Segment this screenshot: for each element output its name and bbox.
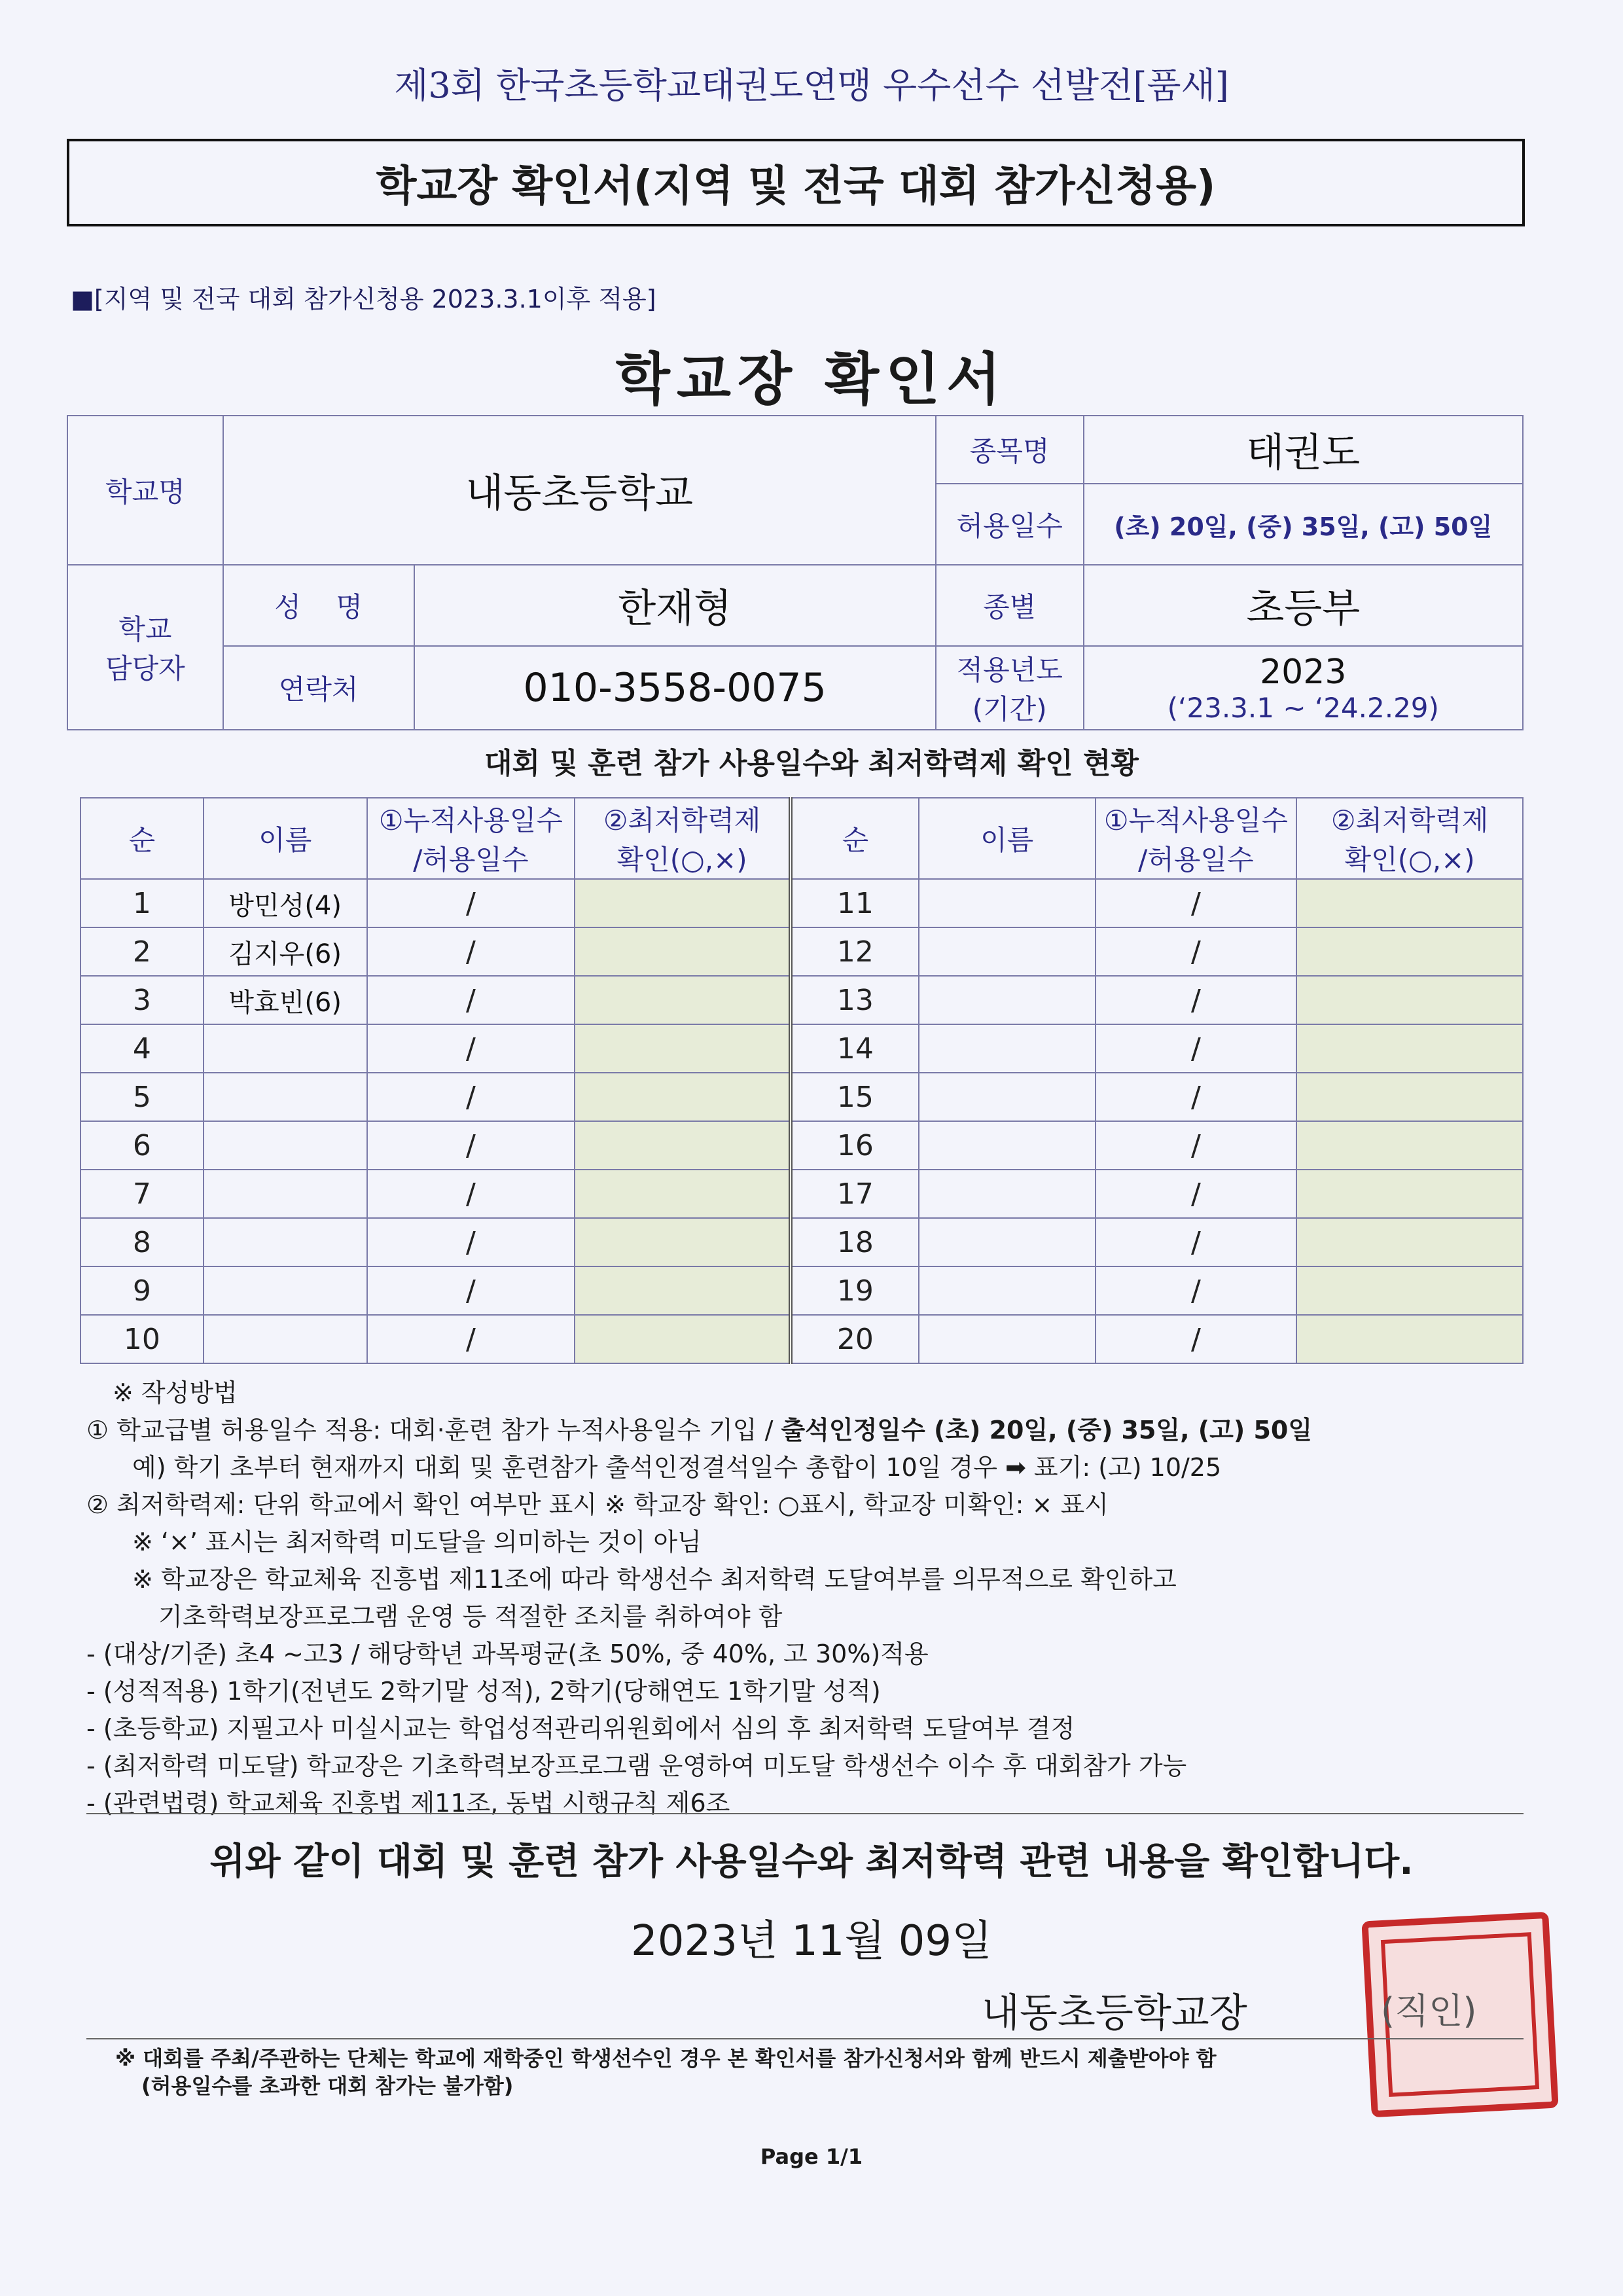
row-right-check: [1296, 1266, 1523, 1315]
roster-table: [80, 797, 1524, 1364]
notes-heading: ※ 작성방법: [113, 1378, 238, 1407]
note-detail-5: - (관련법령) 학교체육 진흥법 제11조, 동법 시행규칙 제6조: [86, 1789, 730, 1818]
main-title-box: [67, 139, 1525, 226]
row-right-no: 15: [791, 1073, 919, 1121]
row-right-no: 11: [791, 879, 919, 927]
note-2-sub-2-a: ※ 학교장은 학교체육 진흥법 제11조에 따라 학생선수 최저학력 도달여부를 의무적으로 확인하고: [132, 1565, 1177, 1594]
row-left-name: [204, 1266, 367, 1315]
note-detail-3: - (초등학교) 지필고사 미실시교는 학업성적관리위원회에서 심의 후 최저학력 도달여부 결정: [86, 1714, 1075, 1743]
row-left-no: 5: [80, 1073, 204, 1121]
divider-top: [86, 1813, 1524, 1814]
note-detail-4: - (최저학력 미도달) 학교장은 기초학력보장프로그램 운영하여 미도달 학생선수 이수 후 대회참가 가능: [86, 1751, 1187, 1780]
row-right-name: [919, 1218, 1096, 1266]
row-right-days: /: [1096, 1266, 1297, 1315]
year-value: 2023: [1260, 652, 1347, 692]
row-left-check: [575, 1315, 791, 1363]
school-value: 내동초등학교: [223, 416, 936, 565]
row-left-check: [575, 1266, 791, 1315]
confirm-statement: 위와 같이 대회 및 훈련 참가 사용일수와 최저학력 관련 내용을 확인합니다.: [209, 1840, 1414, 1883]
subheader: ■[지역 및 전국 대회 참가신청용 2023.3.1이후 적용]: [71, 285, 656, 314]
header-days-left-1: ①누적사용일수: [378, 804, 563, 836]
row-left-name: 김지우(6): [204, 927, 367, 976]
seal-label: (직인): [1381, 1990, 1477, 2032]
row-left-check: [575, 1218, 791, 1266]
roster-row: [80, 1218, 1523, 1266]
document-title: 학교장 확인서: [615, 347, 1008, 412]
category-label: 종별: [936, 565, 1084, 646]
sport-value: 태권도: [1084, 416, 1523, 484]
row-left-no: 10: [80, 1315, 204, 1363]
roster-header-row: [80, 798, 1523, 879]
header-name-right: 이름: [919, 798, 1096, 879]
row-left-days: /: [367, 1315, 575, 1363]
row-right-check: [1296, 879, 1523, 927]
row-right-name: [919, 1024, 1096, 1073]
row-left-days: /: [367, 1121, 575, 1170]
row-right-days: /: [1096, 927, 1297, 976]
name-value: 한재형: [414, 565, 936, 646]
year-label-2: (기간): [972, 693, 1047, 725]
row-left-name: 방민성(4): [204, 879, 367, 927]
row-right-name: [919, 976, 1096, 1024]
row-left-name: [204, 1170, 367, 1218]
row-left-check: [575, 879, 791, 927]
row-right-no: 20: [791, 1315, 919, 1363]
row-right-check: [1296, 1024, 1523, 1073]
row-left-no: 2: [80, 927, 204, 976]
row-right-days: /: [1096, 879, 1297, 927]
roster-body: [80, 879, 1523, 1363]
footnote-line-1: ※ 대회를 주최/주관하는 단체는 학교에 재학중인 학생선수인 경우 본 확인서를 참가신청서와 함께 반드시 제출받아야 함: [115, 2046, 1217, 2071]
row-left-name: [204, 1073, 367, 1121]
row-left-days: /: [367, 1073, 575, 1121]
name-label: 성 명: [223, 565, 414, 646]
row-left-check: [575, 1073, 791, 1121]
section-title: 대회 및 훈련 참가 사용일수와 최저학력제 확인 현황: [484, 747, 1139, 780]
row-left-check: [575, 1170, 791, 1218]
contact-group-label-2: 담당자: [105, 653, 185, 685]
allowed-days-value: (초) 20일, (중) 35일, (고) 50일: [1084, 484, 1523, 565]
roster-row: [80, 927, 1523, 976]
row-left-name: [204, 1024, 367, 1073]
row-right-check: [1296, 1170, 1523, 1218]
row-left-no: 4: [80, 1024, 204, 1073]
divider-bottom: [86, 2038, 1524, 2039]
header-check-right: [1296, 798, 1523, 879]
row-left-no: 6: [80, 1121, 204, 1170]
row-right-days: /: [1096, 976, 1297, 1024]
row-left-no: 8: [80, 1218, 204, 1266]
header-check-right-2: 확인(○,×): [1344, 844, 1475, 876]
category-value: 초등부: [1084, 565, 1523, 646]
row-right-no: 12: [791, 927, 919, 976]
note-2: ② 최저학력제: 단위 학교에서 확인 여부만 표시 ※ 학교장 확인: ○표시, 학교장 미확인: × 표시: [86, 1490, 1109, 1519]
note-2-sub-2-b: 기초학력보장프로그램 운영 등 적절한 조치를 취하여야 함: [158, 1602, 783, 1631]
row-right-no: 18: [791, 1218, 919, 1266]
roster-row: [80, 1073, 1523, 1121]
row-left-days: /: [367, 976, 575, 1024]
roster-row: [80, 1266, 1523, 1315]
note-2-sub-1: ※ ‘×’ 표시는 최저학력 미도달을 의미하는 것이 아님: [132, 1528, 702, 1556]
row-right-days: /: [1096, 1024, 1297, 1073]
school-label: 학교명: [67, 416, 223, 565]
event-title: 제3회 한국초등학교태권도연맹 우수선수 선발전[품새]: [394, 65, 1229, 106]
header-days-right-1: ①누적사용일수: [1103, 804, 1288, 836]
phone-label: 연락처: [223, 646, 414, 730]
main-title: 학교장 확인서(지역 및 전국 대회 참가신청용): [376, 162, 1216, 211]
header-check-right-1: ②최저학력제: [1330, 804, 1489, 836]
row-left-name: 박효빈(6): [204, 976, 367, 1024]
row-right-name: [919, 1121, 1096, 1170]
row-right-check: [1296, 1218, 1523, 1266]
row-right-check: [1296, 1315, 1523, 1363]
contact-group-label-1: 학교: [118, 613, 172, 645]
header-days-right-2: /허용일수: [1138, 844, 1254, 876]
header-check-left-1: ②최저학력제: [603, 804, 761, 836]
principal-name: 내동초등학교장: [982, 1990, 1247, 2036]
row-left-check: [575, 976, 791, 1024]
row-right-name: [919, 1170, 1096, 1218]
row-left-no: 3: [80, 976, 204, 1024]
notes-section: [86, 1374, 1552, 1822]
footnote-line-2: (허용일수를 초과한 대회 참가는 불가함): [141, 2073, 514, 2098]
row-left-check: [575, 1024, 791, 1073]
row-right-days: /: [1096, 1121, 1297, 1170]
row-left-days: /: [367, 1024, 575, 1073]
row-left-days: /: [367, 1170, 575, 1218]
row-right-check: [1296, 927, 1523, 976]
year-label-1: 적용년도: [956, 654, 1063, 686]
row-left-name: [204, 1218, 367, 1266]
row-left-days: /: [367, 879, 575, 927]
row-right-name: [919, 1073, 1096, 1121]
header-no-right: 순: [791, 798, 919, 879]
row-right-name: [919, 1266, 1096, 1315]
header-check-left: [575, 798, 791, 879]
row-right-days: /: [1096, 1170, 1297, 1218]
note-1: [86, 1412, 1552, 1449]
sport-label: 종목명: [936, 416, 1084, 484]
header-no-left: 순: [80, 798, 204, 879]
row-left-no: 1: [80, 879, 204, 927]
roster-row: [80, 1024, 1523, 1073]
footnote: [115, 2045, 1555, 2100]
period-value: (‘23.3.1 ~ ‘24.2.29): [1167, 691, 1439, 724]
confirm-date: 2023년 11월 09일: [631, 1917, 992, 1965]
row-right-days: /: [1096, 1073, 1297, 1121]
row-right-days: /: [1096, 1315, 1297, 1363]
row-right-no: 14: [791, 1024, 919, 1073]
header-check-left-2: 확인(○,×): [616, 844, 747, 876]
row-right-no: 19: [791, 1266, 919, 1315]
row-right-name: [919, 879, 1096, 927]
phone-value: 010-3558-0075: [414, 646, 936, 730]
note-1-b: 출석인정일수 (초) 20일, (중) 35일, (고) 50일: [781, 1416, 1313, 1444]
year-cell: [1084, 646, 1523, 730]
row-right-days: /: [1096, 1218, 1297, 1266]
row-right-no: 13: [791, 976, 919, 1024]
row-left-days: /: [367, 1266, 575, 1315]
header-name-left: 이름: [204, 798, 367, 879]
row-right-check: [1296, 1073, 1523, 1121]
note-1-a: ① 학교급별 허용일수 적용: 대회·훈련 참가 누적사용일수 기입 /: [86, 1416, 781, 1444]
row-right-name: [919, 1315, 1096, 1363]
note-1-example: 예) 학기 초부터 현재까지 대회 및 훈련참가 출석인정결석일수 총합이 10일 경우 ➡ 표기: (고) 10/25: [132, 1453, 1222, 1482]
row-right-no: 17: [791, 1170, 919, 1218]
roster-row: [80, 976, 1523, 1024]
page-number: Page 1/1: [760, 2144, 863, 2169]
roster-row: [80, 879, 1523, 927]
roster-row: [80, 1121, 1523, 1170]
note-detail-2: - (성적적용) 1학기(전년도 2학기말 성적), 2학기(당해연도 1학기말 성적): [86, 1677, 881, 1706]
row-left-days: /: [367, 1218, 575, 1266]
row-left-check: [575, 927, 791, 976]
row-left-check: [575, 1121, 791, 1170]
contact-group-label: [67, 565, 223, 730]
header-days-left: [367, 798, 575, 879]
info-table: [67, 415, 1524, 730]
header-days-right: [1096, 798, 1297, 879]
row-right-check: [1296, 976, 1523, 1024]
row-left-name: [204, 1315, 367, 1363]
row-right-check: [1296, 1121, 1523, 1170]
roster-row: [80, 1315, 1523, 1363]
note-detail-1: - (대상/기준) 초4 ~고3 / 해당학년 과목평균(초 50%, 중 40%, 고 30%)적용: [86, 1640, 929, 1668]
allowed-days-label: 허용일수: [936, 484, 1084, 565]
year-label: [936, 646, 1084, 730]
row-left-no: 9: [80, 1266, 204, 1315]
roster-row: [80, 1170, 1523, 1218]
header-days-left-2: /허용일수: [413, 844, 529, 876]
row-left-no: 7: [80, 1170, 204, 1218]
row-left-name: [204, 1121, 367, 1170]
row-right-name: [919, 927, 1096, 976]
row-right-no: 16: [791, 1121, 919, 1170]
row-left-days: /: [367, 927, 575, 976]
